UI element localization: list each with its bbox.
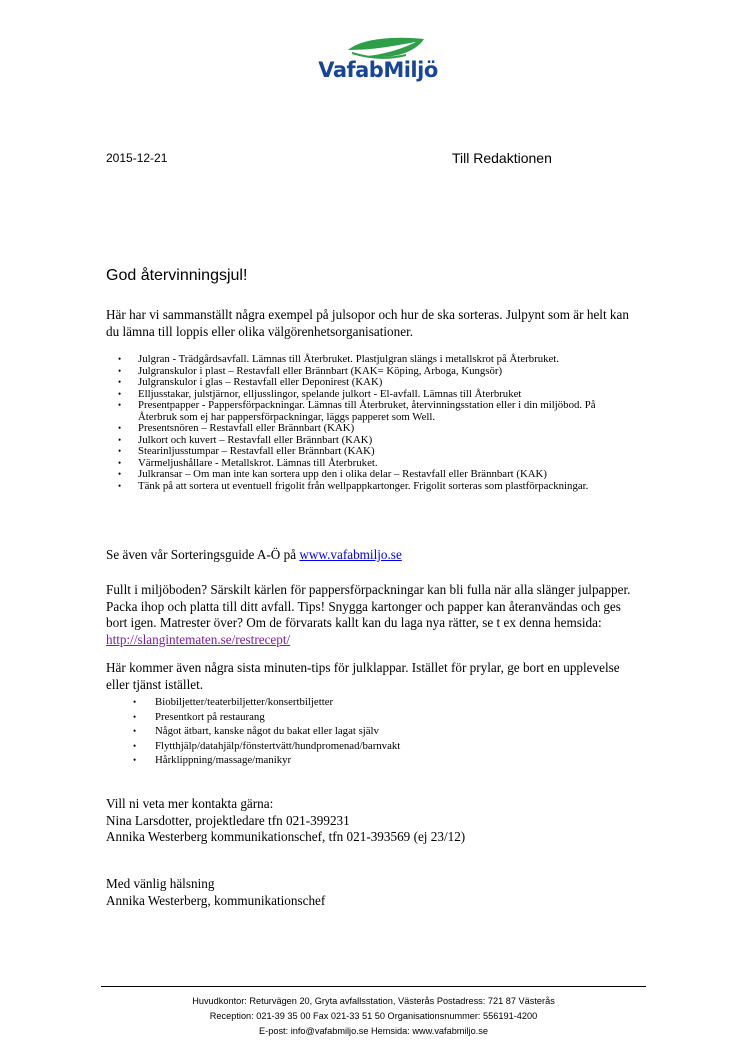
contact-intro: Vill ni veta mer kontakta gärna: — [106, 796, 274, 811]
closing-block — [106, 876, 636, 909]
closing-greeting: Med vänlig hälsning — [106, 876, 215, 891]
contact-person-1: Nina Larsdotter, projektledare tfn 021-399231 — [106, 812, 350, 828]
list-item: • Hårklippning/massage/manikyr — [106, 753, 606, 768]
list-item: • Presentsnören – Restavfall eller Brännbart (KAK) — [106, 423, 626, 435]
tips-paragraph — [106, 582, 636, 648]
restrecept-link[interactable]: http://slangintematen.se/restrecept/ — [106, 631, 291, 647]
gift-list — [106, 695, 606, 768]
contact-person-2: Annika Westerberg kommunikationschef, tfn 021-393569 (ej 23/12) — [106, 829, 466, 844]
list-item: • Julkransar – Om man inte kan sortera upp den i olika delar – Restavfall eller Brännbart (KAK) — [106, 469, 626, 481]
letter-recipient: Till Redaktionen — [452, 150, 552, 166]
signature: Annika Westerberg, kommunikationschef — [106, 892, 326, 908]
footer-divider — [101, 986, 646, 987]
list-item: • Julgran - Trädgårdsavfall. Lämnas till Återbruket. Plastjulgran slängs i metallskrot på Återbruket. — [106, 354, 626, 366]
vafabmiljo-link[interactable]: www.vafabmiljo.se — [299, 547, 402, 562]
footer-phone: Reception: 021-39 35 00 Fax 021-33 51 50 Organisationsnummer: 556191-4200 — [209, 1011, 538, 1021]
list-item: • Värmeljushållare - Metallskrot. Lämnas till Återbruket. — [106, 458, 626, 470]
sorting-list — [106, 354, 626, 492]
list-item: • Flytthjälp/datahjälp/fönstertvätt/hundpromenad/barnvakt — [106, 739, 606, 754]
footer-contact: E-post: info@vafabmiljo.se Hemsida: www.vafabmiljo.se — [259, 1026, 488, 1036]
list-item: • Elljusstakar, julstjärnor, elljusslingor, spelande julkort - El-avfall. Lämnas till Återbruket — [106, 389, 626, 401]
contact-block — [106, 796, 636, 846]
list-item: • Biobiljetter/teaterbiljetter/konsertbiljetter — [106, 695, 606, 710]
footer — [101, 994, 646, 1039]
list-item: • Julkort och kuvert – Restavfall eller Brännbart (KAK) — [106, 435, 626, 447]
list-item: • Julgranskulor i glas – Restavfall eller Deponirest (KAK) — [106, 377, 626, 389]
letter-date: 2015-12-21 — [106, 151, 168, 165]
intro-paragraph: Här har vi sammanställt några exempel på julsopor och hur de ska sorteras. Julpynt som är helt kan du lämna till loppis eller olika välgörenhetsorganisationer. — [106, 307, 629, 339]
list-item: • Något ätbart, kanske något du bakat eller lagat själv — [106, 724, 606, 739]
list-item: • Julgranskulor i plast – Restavfall eller Brännbart (KAK= Köping, Arboga, Kungsör) — [106, 366, 626, 378]
list-item: • Tänk på att sortera ut eventuell frigolit från wellpappkartonger. Frigolit sorteras som plastförpackningar. — [106, 481, 626, 493]
list-item: • Stearinljusstumpar – Restavfall eller Brännbart (KAK) — [106, 446, 626, 458]
list-item: • Presentpapper - Pappersförpackningar. Lämnas till Återbruket, återvinningsstation eller i din miljöbod. På Återbruk som ej har pappersförpackningar, läggs papperet som Well. — [106, 400, 626, 423]
page-title: God återvinningsjul! — [106, 267, 248, 284]
guide-paragraph — [106, 547, 636, 564]
vafabmiljo-logo — [316, 36, 440, 96]
logo-wordmark: VafabMiljö — [318, 58, 438, 82]
gifts-intro-paragraph: Här kommer även några sista minuten-tips för julklappar. Istället för prylar, ge bort en upplevelse eller tjänst istället. — [106, 660, 620, 692]
footer-address: Huvudkontor: Returvägen 20, Gryta avfallsstation, Västerås Postadress: 721 87 Västerås — [192, 996, 555, 1006]
tips-text: Fullt i miljöboden? Särskilt kärlen för pappersförpackningar kan bli fulla när alla slänger julpapper. Packa ihop och platta till ditt avfall. Tips! Snygga kartonger och papper kan återanvändas och ges bort igen. Matrester över? Om de förvarats kallt kan du laga nya rätter, se t ex denna hemsida: — [106, 582, 631, 630]
guide-text: Se även vår Sorteringsguide A-Ö på — [106, 547, 300, 562]
list-item: • Presentkort på restaurang — [106, 710, 606, 725]
